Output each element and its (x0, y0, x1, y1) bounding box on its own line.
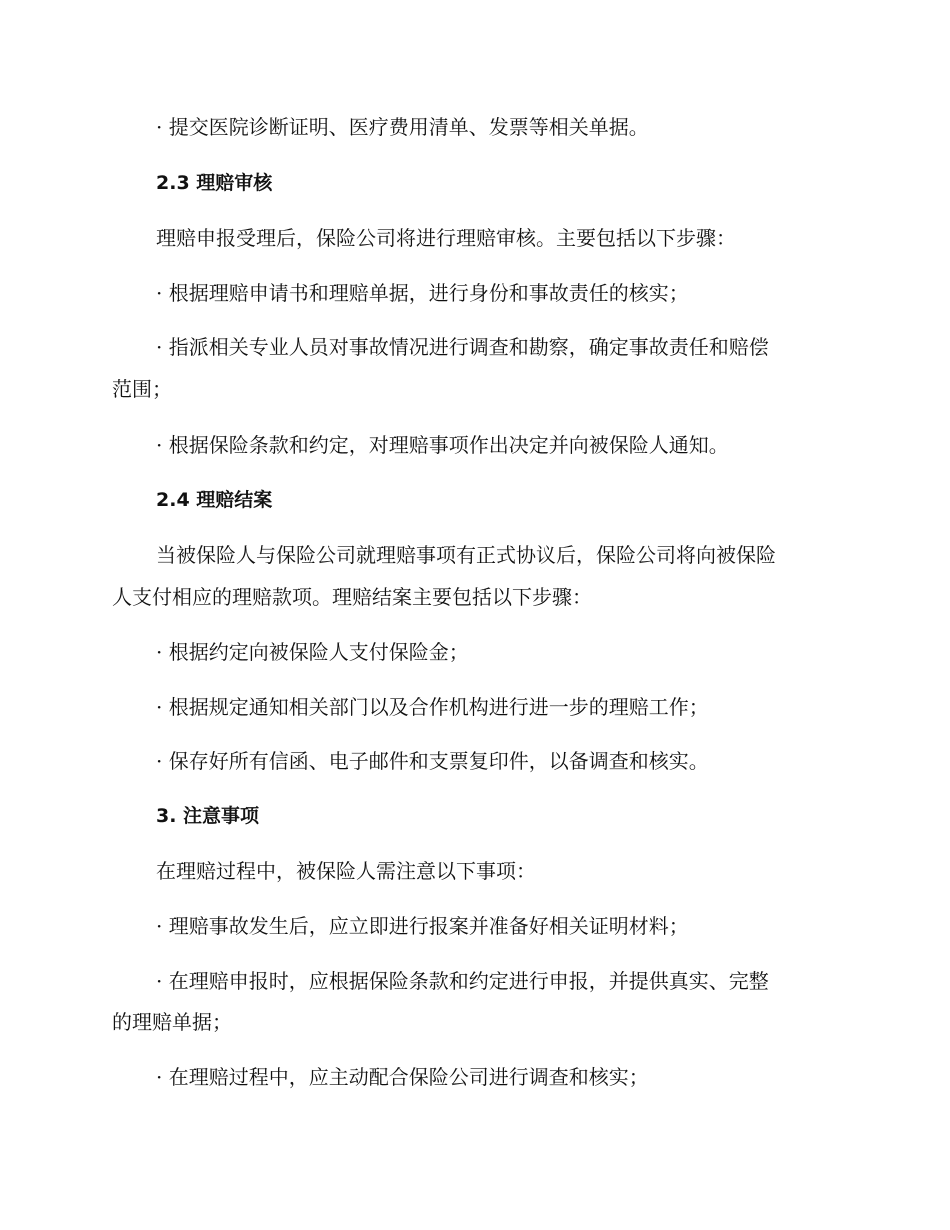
paragraph-claim-review-intro: 理赔申报受理后，保险公司将进行理赔审核。主要包括以下步骤： (156, 226, 736, 250)
paragraph-claim-settlement-line2: 人支付相应的理赔款项。理赔结案主要包括以下步骤： (112, 585, 592, 609)
bullet-assign-investigators-line2: 范围； (112, 377, 172, 401)
bullet-verify-identity: · 根据理赔申请书和理赔单据，进行身份和事故责任的核实； (156, 281, 689, 305)
paragraph-notes-intro: 在理赔过程中，被保险人需注意以下事项： (156, 859, 536, 883)
bullet-make-decision: · 根据保险条款和约定，对理赔事项作出决定并向被保险人通知。 (156, 433, 729, 457)
bullet-declare-truthfully-line1: · 在理赔申报时，应根据保险条款和约定进行申报，并提供真实、完整 (156, 969, 769, 993)
bullet-keep-records: · 保存好所有信函、电子邮件和支票复印件，以备调查和核实。 (156, 749, 709, 773)
bullet-cooperate: · 在理赔过程中，应主动配合保险公司进行调查和核实； (156, 1065, 649, 1089)
bullet-notify-departments: · 根据规定通知相关部门以及合作机构进行进一步的理赔工作； (156, 695, 709, 719)
section-heading-2-3: 2.3 理赔审核 (156, 172, 273, 194)
paragraph-claim-settlement-line1: 当被保险人与保险公司就理赔事项有正式协议后，保险公司将向被保险 (156, 543, 776, 567)
bullet-assign-investigators-line1: · 指派相关专业人员对事故情况进行调查和勘察，确定事故责任和赔偿 (156, 335, 769, 359)
section-heading-2-4: 2.4 理赔结案 (156, 489, 273, 511)
bullet-pay-insurance: · 根据约定向被保险人支付保险金； (156, 640, 469, 664)
bullet-report-immediately: · 理赔事故发生后，应立即进行报案并准备好相关证明材料； (156, 914, 689, 938)
section-heading-3: 3. 注意事项 (156, 805, 260, 827)
bullet-submit-documents: · 提交医院诊断证明、医疗费用清单、发票等相关单据。 (156, 115, 649, 139)
bullet-declare-truthfully-line2: 的理赔单据； (112, 1010, 232, 1034)
